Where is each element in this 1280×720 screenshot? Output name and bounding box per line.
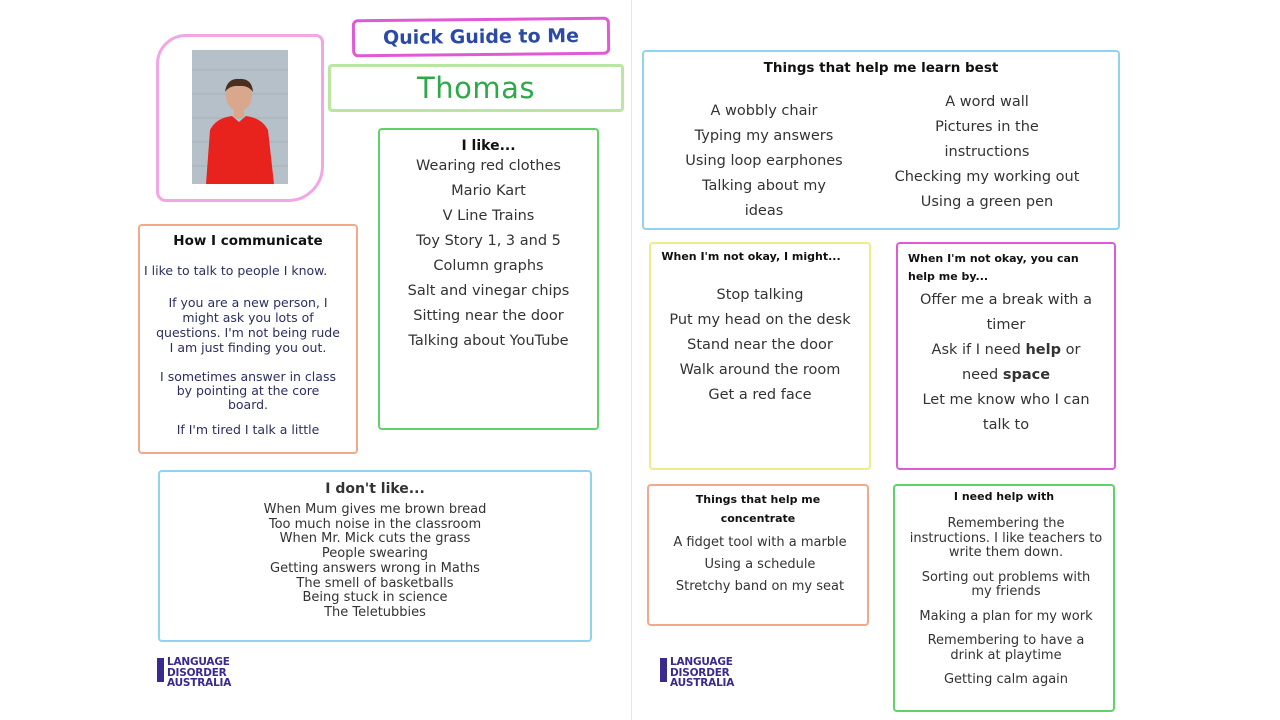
not-okay-help-text: Ask if I need bbox=[931, 342, 1026, 358]
dislike-item: When Mum gives me brown bread bbox=[263, 502, 487, 517]
not-okay-might-card bbox=[649, 242, 871, 470]
learn-item: A word wall bbox=[945, 94, 1029, 110]
concentrate-item: Using a schedule bbox=[704, 557, 816, 572]
name-banner bbox=[328, 64, 624, 112]
like-item: Salt and vinegar chips bbox=[407, 283, 570, 299]
learn-item: A wobbly chair bbox=[710, 103, 818, 119]
help-emphasis: help bbox=[1025, 342, 1061, 358]
learn-card bbox=[642, 50, 1120, 230]
communicate-text: If you are a new person, I bbox=[168, 295, 328, 310]
need-help-item: drink at playtime bbox=[950, 647, 1062, 663]
not-okay-help-card bbox=[896, 242, 1116, 470]
page-title: Quick Guide to Me bbox=[382, 24, 580, 50]
like-item: Mario Kart bbox=[451, 183, 526, 199]
learn-item: Pictures in the bbox=[935, 119, 1039, 135]
learn-item: Using a green pen bbox=[920, 194, 1054, 210]
dislike-item: When Mr. Mick cuts the grass bbox=[279, 531, 471, 547]
space-emphasis: space bbox=[1002, 367, 1051, 383]
likes-card bbox=[378, 128, 599, 430]
logo-text: LANGUAGE bbox=[670, 656, 733, 668]
like-item: Column graphs bbox=[433, 258, 544, 274]
dislike-item: The smell of basketballs bbox=[296, 575, 454, 591]
likes-title: I like... bbox=[461, 138, 516, 154]
learn-item: ideas bbox=[744, 203, 784, 219]
not-okay-might-item: Get a red face bbox=[708, 387, 812, 403]
not-okay-might-item: Walk around the room bbox=[679, 362, 841, 378]
logo-left bbox=[157, 657, 231, 689]
student-name: Thomas bbox=[417, 71, 535, 105]
not-okay-help-item: talk to bbox=[982, 417, 1030, 433]
logo-text: LANGUAGE bbox=[167, 656, 230, 668]
dislike-item: Getting answers wrong in Maths bbox=[270, 560, 480, 576]
communicate-text: If I'm tired I talk a little bbox=[176, 422, 320, 437]
not-okay-help-item: Offer me a break with a bbox=[920, 292, 1092, 308]
not-okay-might-item: Stand near the door bbox=[687, 337, 833, 353]
dislike-item: The Teletubbies bbox=[324, 604, 426, 620]
not-okay-help-title: help me by... bbox=[908, 270, 989, 283]
communicate-text: might ask you lots of bbox=[182, 310, 314, 325]
need-help-item: instructions. I like teachers to bbox=[909, 530, 1103, 546]
logo-text: DISORDER bbox=[670, 666, 730, 679]
dislikes-card bbox=[158, 470, 592, 642]
concentrate-title: Things that help me bbox=[695, 493, 821, 506]
not-okay-help-item bbox=[898, 363, 1114, 388]
communicate-text: I sometimes answer in class bbox=[160, 369, 336, 384]
need-help-title: I need help with bbox=[953, 490, 1055, 503]
need-help-item: my friends bbox=[971, 584, 1041, 599]
need-help-item: write them down. bbox=[948, 545, 1064, 560]
learn-item: Talking about my bbox=[702, 178, 826, 194]
logo-text: AUSTRALIA bbox=[167, 677, 232, 689]
need-help-item: Remembering to have a bbox=[927, 633, 1085, 648]
dislike-item: People swearing bbox=[321, 546, 429, 562]
learn-item: Using loop earphones bbox=[685, 153, 843, 169]
title-banner bbox=[352, 17, 610, 58]
not-okay-help-item: Let me know who I can bbox=[922, 392, 1090, 408]
dislike-item: Being stuck in science bbox=[302, 590, 448, 606]
like-item: Toy Story 1, 3 and 5 bbox=[416, 233, 561, 249]
communicate-text: by pointing at the core bbox=[176, 383, 320, 398]
not-okay-help-item bbox=[898, 338, 1114, 363]
need-help-item: Remembering the bbox=[947, 516, 1065, 531]
communicate-text: board. bbox=[227, 397, 269, 412]
student-photo bbox=[192, 50, 288, 184]
communicate-card bbox=[138, 224, 358, 454]
learn-item: Checking my working out bbox=[894, 169, 1080, 185]
not-okay-might-title: When I'm not okay, I might... bbox=[661, 250, 841, 263]
not-okay-might-item: Put my head on the desk bbox=[669, 312, 851, 328]
like-item: Talking about YouTube bbox=[408, 333, 569, 349]
communicate-text: I am just finding you out. bbox=[169, 340, 327, 355]
learn-item: instructions bbox=[944, 144, 1030, 160]
communicate-title: How I communicate bbox=[173, 233, 323, 249]
communicate-text: I like to talk to people I know. bbox=[144, 263, 328, 278]
like-item: Sitting near the door bbox=[413, 308, 564, 324]
not-okay-help-item: timer bbox=[986, 317, 1026, 333]
concentrate-card bbox=[647, 484, 869, 626]
not-okay-help-title: When I'm not okay, you can bbox=[908, 252, 1079, 265]
communicate-text: questions. I'm not being rude bbox=[156, 325, 340, 340]
not-okay-help-text: need bbox=[961, 367, 1003, 383]
concentrate-title: concentrate bbox=[720, 512, 796, 525]
not-okay-might-item: Stop talking bbox=[716, 287, 804, 303]
need-help-item: Sorting out problems with bbox=[921, 569, 1091, 585]
page-divider bbox=[631, 0, 632, 720]
logo-text: DISORDER bbox=[167, 666, 227, 679]
need-help-item: Getting calm again bbox=[943, 672, 1069, 687]
not-okay-help-text: or bbox=[1061, 342, 1081, 358]
need-help-card bbox=[893, 484, 1115, 712]
logo-mark bbox=[157, 658, 164, 682]
concentrate-item: Stretchy band on my seat bbox=[675, 579, 845, 594]
like-item: V Line Trains bbox=[442, 208, 535, 224]
logo-mark bbox=[660, 658, 667, 682]
learn-item: Typing my answers bbox=[694, 128, 834, 144]
concentrate-item: A fidget tool with a marble bbox=[673, 535, 847, 550]
logo-right bbox=[660, 657, 734, 689]
like-item: Wearing red clothes bbox=[416, 158, 561, 174]
learn-title: Things that help me learn best bbox=[763, 60, 999, 76]
need-help-item: Making a plan for my work bbox=[919, 608, 1093, 624]
dislikes-title: I don't like... bbox=[325, 481, 425, 497]
dislike-item: Too much noise in the classroom bbox=[268, 516, 482, 532]
logo-text: AUSTRALIA bbox=[670, 677, 735, 689]
